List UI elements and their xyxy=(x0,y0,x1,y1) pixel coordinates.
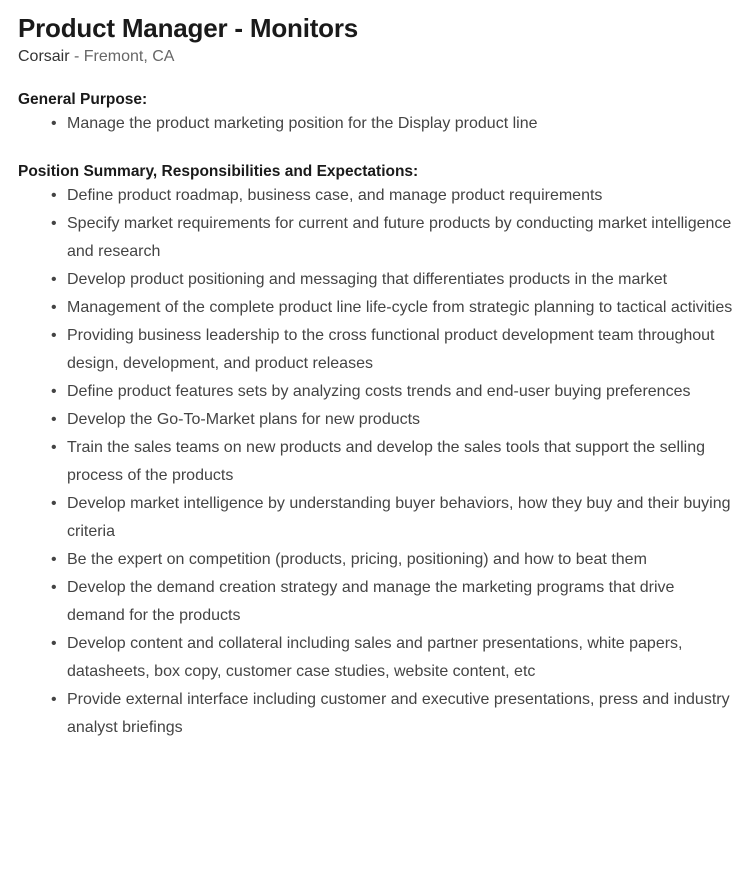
list-item xyxy=(18,434,736,490)
list-item-text: Be the expert on competition (products, pricing, positioning) and how to beat them xyxy=(67,551,647,568)
general-purpose-heading: General Purpose: xyxy=(18,91,148,108)
bullet-icon: • xyxy=(51,115,57,132)
list-item xyxy=(18,294,736,322)
job-title: Product Manager - Monitors xyxy=(18,13,359,43)
bullet-icon: • xyxy=(51,327,57,344)
list-item-text: Train the sales teams on new products and develop the sales tools that support the selling process of the products xyxy=(67,439,706,484)
list-item-text: Develop the Go-To-Market plans for new products xyxy=(67,411,421,428)
company-separator: - xyxy=(69,48,84,65)
list-item-text: Providing business leadership to the cross functional product development team throughout design, development, and product releases xyxy=(67,327,715,372)
list-item xyxy=(18,490,736,546)
job-location: Fremont, CA xyxy=(83,48,175,65)
bullet-icon: • xyxy=(51,635,57,652)
list-item xyxy=(18,630,736,686)
list-item-text: Define product roadmap, business case, and manage product requirements xyxy=(67,187,603,204)
bullet-icon: • xyxy=(51,299,57,316)
bullet-icon: • xyxy=(51,215,57,232)
list-item-text: Develop product positioning and messaging that differentiates products in the market xyxy=(67,271,668,288)
list-item-text: Develop market intelligence by understanding buyer behaviors, how they buy and their buying criteria xyxy=(67,495,731,540)
list-item-text: Develop the demand creation strategy and manage the marketing programs that drive demand for the products xyxy=(67,579,675,624)
list-item xyxy=(18,546,736,574)
list-item-text: Define product features sets by analyzing costs trends and end-user buying preferences xyxy=(67,383,691,400)
bullet-icon: • xyxy=(51,271,57,288)
list-item-text: Provide external interface including customer and executive presentations, press and industry analyst briefings xyxy=(67,691,730,736)
list-item xyxy=(18,574,736,630)
list-item xyxy=(18,182,736,210)
bullet-icon: • xyxy=(51,439,57,456)
position-summary-heading: Position Summary, Responsibilities and Expectations: xyxy=(18,163,419,180)
responsibilities-list xyxy=(18,182,736,742)
bullet-icon: • xyxy=(51,551,57,568)
list-item xyxy=(18,378,736,406)
company-location-line xyxy=(18,47,736,67)
bullet-icon: • xyxy=(51,411,57,428)
list-item-text: Management of the complete product line life-cycle from strategic planning to tactical activities xyxy=(67,299,733,316)
list-item xyxy=(18,322,736,378)
bullet-icon: • xyxy=(51,579,57,596)
bullet-icon: • xyxy=(51,187,57,204)
bullet-icon: • xyxy=(51,383,57,400)
bullet-icon: • xyxy=(51,495,57,512)
list-item-text: Specify market requirements for current and future products by conducting market intelligence and research xyxy=(67,215,732,260)
list-item-text: Develop content and collateral including sales and partner presentations, white papers, datasheets, box copy, customer case studies, website content, etc xyxy=(67,635,683,680)
bullet-icon: • xyxy=(51,691,57,708)
list-item xyxy=(18,110,736,138)
list-item xyxy=(18,266,736,294)
company-name: Corsair xyxy=(18,48,70,65)
list-item-text: Manage the product marketing position for the Display product line xyxy=(67,115,538,132)
list-item xyxy=(18,406,736,434)
list-item xyxy=(18,210,736,266)
general-purpose-list xyxy=(18,110,736,138)
list-item xyxy=(18,686,736,742)
